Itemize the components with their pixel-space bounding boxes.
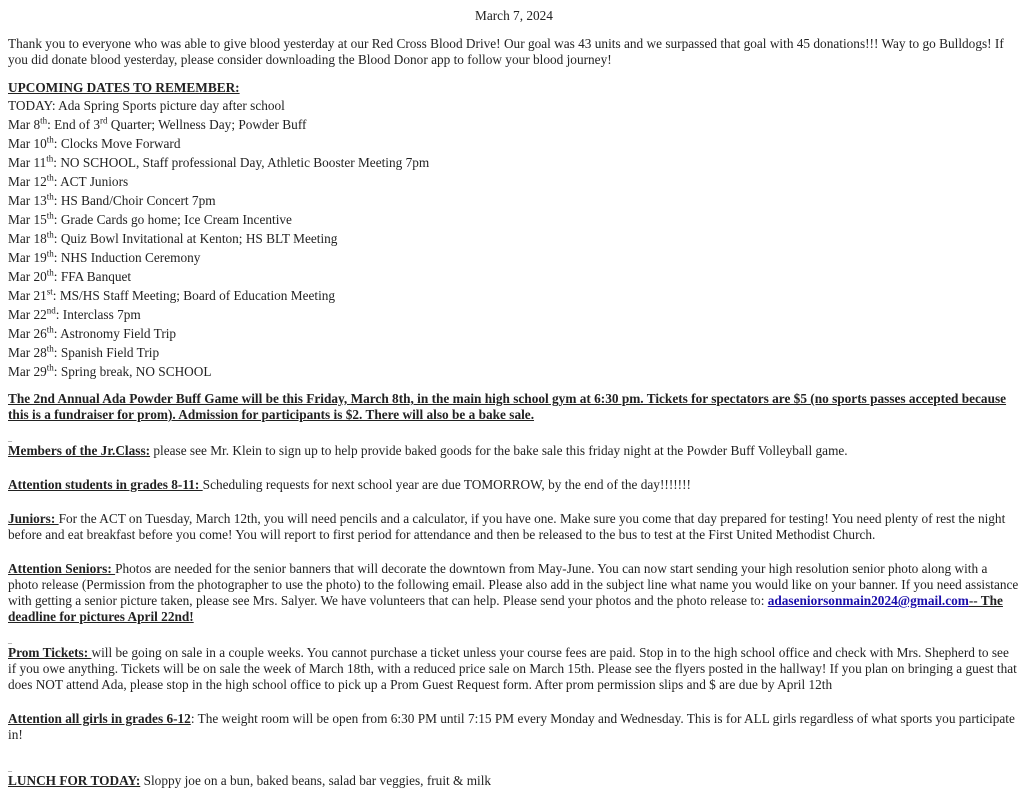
date-item-suffix: th xyxy=(46,343,54,354)
girls-text: : The weight room will be open from 6:30 PM until 7:15 PM every Monday and Wednesday. This is for ALL girls regardless of what sports you participate in! xyxy=(8,711,1015,742)
date-item xyxy=(8,267,1020,286)
date-item-text: : MS/HS Staff Meeting; Board of Education Meeting xyxy=(52,288,336,303)
date-item-suffix: th xyxy=(46,324,54,335)
date-item-text: : FFA Banquet xyxy=(53,269,132,284)
date-item-day: Mar 18 xyxy=(8,231,47,246)
date-item xyxy=(8,191,1020,210)
date-item-text: : Interclass 7pm xyxy=(55,307,141,322)
date-item xyxy=(8,305,1020,324)
date-item-day: Mar 12 xyxy=(8,174,47,189)
seniors-deadline: -- The deadline for pictures April 22nd! xyxy=(8,593,1003,624)
date-item-day: Mar 10 xyxy=(8,136,47,151)
upcoming-dates-heading: UPCOMING DATES TO REMEMBER: xyxy=(8,80,240,95)
seniors-email-link[interactable]: adaseniorsonmain2024@gmail.com xyxy=(767,593,969,608)
date-item-day: Mar 15 xyxy=(8,212,47,227)
date-item-suffix: th xyxy=(40,115,48,126)
lunch-notice xyxy=(8,773,1020,789)
date-item-suffix: th xyxy=(46,267,54,278)
date-item xyxy=(8,134,1020,153)
date-item xyxy=(8,172,1020,191)
date-item-text: Quarter; Wellness Day; Powder Buff xyxy=(107,117,307,132)
grades-8-11-notice xyxy=(8,477,1020,493)
date-item-suffix: th xyxy=(46,248,54,259)
date-item-day: Mar 8 xyxy=(8,117,41,132)
date-item xyxy=(8,343,1020,362)
date-item-text: : Grade Cards go home; Ice Cream Incentive xyxy=(53,212,292,227)
date-item-text: : NO SCHOOL, Staff professional Day, Athletic Booster Meeting 7pm xyxy=(53,155,430,170)
seniors-lead: Attention Seniors: xyxy=(8,561,116,576)
date-item-text: : End of 3 xyxy=(47,117,100,132)
spacer-mark: _ xyxy=(8,636,12,645)
date-item-text: : Quiz Bowl Invitational at Kenton; HS BLT Meeting xyxy=(53,231,338,246)
girls-lead: Attention all girls in grades 6-12 xyxy=(8,711,191,726)
grades-8-11-text: Scheduling requests for next school year are due TOMORROW, by the end of the day!!!!!!! xyxy=(202,477,691,492)
date-item-text: : ACT Juniors xyxy=(53,174,129,189)
date-item-suffix: st xyxy=(46,286,53,297)
date-item-suffix: rd xyxy=(99,115,108,126)
date-item-suffix: th xyxy=(46,153,54,164)
date-item-text: : Clocks Move Forward xyxy=(53,136,181,151)
date-item-suffix: th xyxy=(46,362,54,373)
date-item-suffix: th xyxy=(46,134,54,145)
date-item-suffix: th xyxy=(46,191,54,202)
date-item-suffix: th xyxy=(46,229,54,240)
date-item-day: Mar 28 xyxy=(8,345,47,360)
date-item xyxy=(8,248,1020,267)
powder-buff-notice: The 2nd Annual Ada Powder Buff Game will be this Friday, March 8th, in the main high school gym at 6:30 pm. Tickets for spectators are $5 (no sports passes accepted because this is a fundraiser for prom). Admission for participants is $2. There will also be a bake sale. xyxy=(8,391,1007,422)
grades-8-11-lead: Attention students in grades 8-11: xyxy=(8,477,203,492)
date-item-day: Mar 13 xyxy=(8,193,47,208)
date-item-day: Mar 29 xyxy=(8,364,47,379)
date-item-day: Mar 20 xyxy=(8,269,47,284)
date-item-suffix: nd xyxy=(46,305,56,316)
date-item-day: Mar 21 xyxy=(8,288,47,303)
juniors-text: For the ACT on Tuesday, March 12th, you will need pencils and a calculator, if you have one. Make sure you come that day prepared for testing! You need plenty of rest the night before and eat breakfast before you come! You will report to first period for attendance and then be released to the bus to test at the First United Methodist Church. xyxy=(8,511,1006,542)
today-line: TODAY: Ada Spring Sports picture day after school xyxy=(8,98,285,113)
upcoming-dates-section xyxy=(8,80,1020,381)
date-list xyxy=(8,115,1020,381)
date-item-text: : NHS Induction Ceremony xyxy=(53,250,201,265)
seniors-text: Photos are needed for the senior banners that will decorate the downtown from May-June. You can now start sending your high resolution senior photo along with a photo release (Permission from the photographer to use the photo) to the following email. Please also add in the subject line what name you would like on your banner. If you need assistance with getting a senior picture taken, please see Mrs. Salyer. We have volunteers that can help. Please send your photos and the photo release to: xyxy=(8,561,1019,608)
date-item-suffix: th xyxy=(46,210,54,221)
date-item xyxy=(8,324,1020,343)
date-item xyxy=(8,362,1020,381)
date-item-day: Mar 22 xyxy=(8,307,47,322)
jr-class-notice xyxy=(8,443,1020,459)
date-item-day: Mar 11 xyxy=(8,155,47,170)
date-item xyxy=(8,153,1020,172)
seniors-notice xyxy=(8,561,1020,625)
date-item xyxy=(8,229,1020,248)
lunch-text: Sloppy joe on a bun, baked beans, salad bar veggies, fruit & milk xyxy=(140,773,492,788)
prom-lead: Prom Tickets: xyxy=(8,645,92,660)
jr-class-lead: Members of the Jr.Class: xyxy=(8,443,151,458)
date-item-suffix: th xyxy=(46,172,54,183)
date-item-text: : Astronomy Field Trip xyxy=(53,326,177,341)
spacer-mark: _ xyxy=(8,764,12,773)
blood-drive-intro: Thank you to everyone who was able to give blood yesterday at our Red Cross Blood Drive! Our goal was 43 units and we surpassed that goal with 45 donations!!! Way to go Bulldogs! If you did donate blood yesterday, please consider downloading the Blood Donor app to follow your blood journey! xyxy=(8,36,1004,67)
date-item xyxy=(8,115,1020,134)
prom-notice xyxy=(8,645,1020,693)
spacer-mark: _ xyxy=(8,434,12,443)
prom-text: will be going on sale in a couple weeks. You cannot purchase a ticket unless your course fees are paid. Stop in to the high school office and check with Mrs. Shepherd to see if you owe anything. Tickets will be on sale the week of March 18th, with a reduced price sale on March 15th. Please see the flyers posted in the hallway! If you plan on bringing a guest that does NOT attend Ada, please stop in the high school office to pick up a Prom Guest Request form. After prom permission slips and $ are due by April 12th xyxy=(8,645,1017,692)
announcement-date: March 7, 2024 xyxy=(475,8,553,23)
juniors-notice xyxy=(8,511,1020,543)
jr-class-text: please see Mr. Klein to sign up to help provide baked goods for the bake sale this friday night at the Powder Buff Volleyball game. xyxy=(150,443,848,458)
girls-notice xyxy=(8,711,1020,743)
juniors-lead: Juniors: xyxy=(8,511,59,526)
date-item-text: : HS Band/Choir Concert 7pm xyxy=(53,193,216,208)
date-item xyxy=(8,286,1020,305)
date-item-day: Mar 19 xyxy=(8,250,47,265)
date-item xyxy=(8,210,1020,229)
lunch-lead: LUNCH FOR TODAY: xyxy=(8,773,141,788)
date-item-text: : Spring break, NO SCHOOL xyxy=(53,364,212,379)
date-item-text: : Spanish Field Trip xyxy=(53,345,160,360)
date-item-day: Mar 26 xyxy=(8,326,47,341)
